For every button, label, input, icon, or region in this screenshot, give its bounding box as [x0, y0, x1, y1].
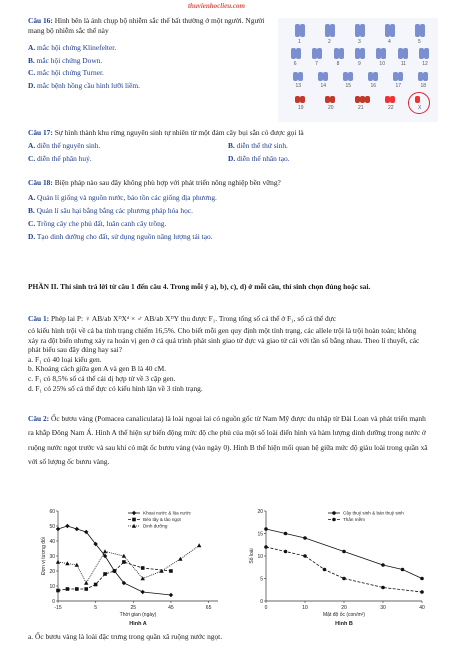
legend-label: Thân mềm: [343, 517, 365, 523]
q18-option-d[interactable]: [28, 231, 428, 244]
chromosome: [343, 72, 348, 81]
option-key: B.: [28, 205, 35, 215]
chromosome-number: 14: [320, 83, 327, 89]
option-text: mắc bệnh hồng cầu hình lưỡi liềm.: [37, 80, 140, 90]
karyotype-image: [278, 18, 438, 122]
chromosome: [415, 96, 420, 103]
y-tick-label: 0: [260, 598, 263, 605]
chromosome: [423, 72, 428, 81]
chromosome-number: 17: [395, 83, 402, 89]
chromosome: [393, 72, 398, 81]
y-tick-label: 5: [260, 576, 263, 583]
y-tick-label: 30: [49, 553, 55, 560]
chromosome: [339, 48, 344, 59]
option-text: Trồng cây che phủ đất, luân canh cây trồng.: [36, 218, 167, 228]
chromosome: [317, 48, 322, 59]
option-text: diễn thế phân huỷ.: [37, 153, 92, 163]
data-point: [159, 569, 163, 573]
option-text: Quản lí giống và nguồn nước, bảo tồn các giống địa phương.: [37, 192, 217, 202]
chromosome-number: 16: [370, 83, 377, 89]
chromosome: [398, 72, 403, 81]
data-point: [342, 550, 346, 554]
q18-text: Biện pháp nào sau đây không phù hợp với phát triển nông nghiệp bền vững?: [54, 178, 281, 187]
chart-figure-a: [28, 505, 228, 627]
option-text: diễn thế nhân tạo.: [237, 153, 290, 163]
chromosome-number: 20: [328, 105, 334, 111]
data-point: [94, 583, 98, 587]
y-axis-label: Số loài: [249, 548, 255, 564]
x-tick-label: 65: [205, 605, 212, 611]
option-key: C.: [28, 218, 36, 228]
part-2-heading: PHẦN II. Thí sinh trả lời từ câu 1 đến câu 4. Trong mỗi ý a), b), c), d) ở mỗi câu, thí sinh chọn đúng hoặc sai.: [28, 282, 371, 291]
chromosome-number: 13: [295, 83, 302, 89]
chromosome-number: 15: [345, 83, 352, 89]
data-point: [169, 593, 173, 598]
q17-number: Câu 17:: [28, 128, 53, 137]
data-point: [342, 577, 346, 581]
q18-option-c[interactable]: [28, 218, 428, 231]
chromosome: [348, 72, 353, 81]
q18-option-a[interactable]: [28, 192, 428, 205]
series-line: [58, 523, 171, 595]
chart-title: Hình A: [129, 621, 147, 627]
option-key: D.: [28, 231, 36, 241]
series-line: [266, 529, 422, 579]
x-tick-label: 30: [380, 605, 386, 611]
chromosome-number: 5: [418, 39, 421, 45]
q16-text: Hình bên là ảnh chụp bộ nhiễm sắc thể bất thường ở một người. Người mang bộ nhiễm sắc thể này: [28, 16, 265, 35]
x-axis-label: Mật độ ốc (con/m²): [323, 612, 365, 618]
option-text: mắc hội chứng Klinefelter.: [37, 42, 117, 52]
chromosome-number: 19: [298, 105, 304, 111]
chromosome: [318, 72, 323, 81]
q17-text: Sự hình thành khu rừng nguyên sinh tự nhiên từ một đám cây bụi sẵn có được gọi là: [54, 128, 304, 137]
chromosome: [390, 96, 395, 103]
data-point: [56, 589, 60, 593]
chromosome: [373, 72, 378, 81]
y-tick-label: 40: [49, 538, 55, 545]
y-tick-label: 20: [49, 568, 55, 575]
chromosome-number: 10: [379, 61, 385, 67]
y-tick-label: 15: [257, 531, 263, 538]
data-point: [141, 566, 145, 570]
q17-option-b[interactable]: [228, 141, 428, 151]
question-18: [28, 178, 428, 244]
c1-item-c[interactable]: c. F₁ có 8,5% số cá thể cái dị hợp tử về 3 cặp gen.: [28, 374, 176, 384]
option-key: A.: [28, 42, 36, 52]
data-point: [264, 527, 268, 531]
series-line: [58, 546, 199, 584]
data-point: [103, 549, 107, 553]
chart-title: Hình B: [335, 621, 353, 627]
q16-number: Câu 16:: [28, 16, 53, 25]
data-point: [103, 572, 107, 576]
chromosome-number: 12: [422, 61, 428, 67]
question-c2: [28, 412, 428, 470]
data-point: [122, 554, 126, 558]
data-point: [420, 577, 424, 581]
y-tick-label: 10: [257, 553, 263, 560]
x-axis-label: Thời gian (ngày): [119, 612, 157, 618]
c1-paragraph: có kiểu hình trội về cả ba tính trạng chiếm 16,5%. Cho biết mỗi gen quy định một tính trạng, các allele trội là trội hoàn toàn; không xảy ra đột biến nhưng xảy ra hoán vị gen ở cả quá trình phát sinh giao tử đực và giao tử cái với tần số bằng nhau. Theo lí thuyết, các phát biểu sau đây đúng hay sai?: [28, 325, 420, 355]
legend-label: Bèo tây & tảo ngọt: [143, 517, 181, 523]
x-tick-label: 0: [264, 605, 268, 611]
chromosome: [323, 72, 328, 81]
chromosome: [291, 48, 296, 59]
data-point: [401, 568, 405, 572]
data-point: [303, 536, 307, 540]
question-16: [28, 16, 273, 92]
option-key: B.: [228, 140, 235, 150]
data-point: [284, 532, 288, 536]
chromosome: [298, 72, 303, 81]
chromosome: [330, 96, 335, 103]
data-point: [323, 568, 327, 572]
data-point: [132, 518, 136, 522]
chromosome-number: 21: [358, 105, 364, 111]
q17-option-d[interactable]: [228, 154, 428, 164]
option-key: D.: [228, 153, 236, 163]
data-point: [132, 511, 136, 516]
chromosome-number: 8: [336, 61, 340, 67]
data-point: [284, 550, 288, 554]
question-c1: [28, 314, 428, 393]
option-text: Quản lí sâu hại bằng bằng các phương pháp hóa học.: [36, 205, 193, 215]
data-point: [66, 587, 70, 591]
c1-item-d[interactable]: d. F₁ có 25% số cá thể đực có kiểu hình lặn về 3 tính trạng.: [28, 383, 203, 393]
data-point: [65, 524, 69, 529]
data-point: [141, 590, 145, 595]
data-point: [122, 560, 126, 564]
q17-option-a[interactable]: [28, 141, 228, 151]
chromosome: [368, 72, 373, 81]
option-key: C.: [28, 68, 36, 78]
chromosome: [293, 72, 298, 81]
option-key: D.: [28, 80, 36, 90]
chromosome: [300, 24, 305, 37]
chromosome-number: 9: [358, 61, 361, 67]
chromosome: [365, 96, 370, 103]
data-point: [84, 587, 88, 591]
chromosome: [418, 72, 423, 81]
data-point: [332, 511, 336, 515]
q18-number: Câu 18:: [28, 178, 53, 187]
chromosome: [403, 48, 408, 59]
chromosome: [360, 48, 365, 59]
x-tick-label: 10: [302, 605, 308, 611]
chromosome-number: X: [418, 105, 422, 111]
question-17: [28, 128, 428, 164]
series-line: [266, 547, 422, 592]
data-point: [56, 527, 60, 532]
chromosome: [296, 48, 301, 59]
option-key: C.: [28, 153, 36, 163]
data-point: [303, 554, 307, 558]
c1-item-a[interactable]: a. F₁ có 40 loại kiểu gen.: [28, 354, 102, 364]
option-text: diễn thế nguyên sinh.: [37, 140, 101, 150]
q18-option-b[interactable]: [28, 205, 428, 218]
y-tick-label: 60: [49, 508, 55, 515]
x-tick-label: 45: [168, 605, 174, 611]
chromosome-number: 7: [315, 61, 318, 67]
option-text: mắc hội chứng Turner.: [37, 68, 104, 78]
data-point: [381, 563, 385, 567]
option-key: B.: [28, 55, 35, 65]
q16-option-c[interactable]: [28, 67, 273, 80]
c2-text: Ốc bươu vàng (Pomacea canaliculata) là loài ngoại lai có nguồn gốc từ Nam Mỹ được du nhập từ Đài Loan và phát triển mạnh ra khắp Đông Nam Á. Hình A thể hiện sự biến động mức độ che phủ của một số loài điển hình và hàm lượng dinh dưỡng trong nước ở ruộng nước ngọt trước và sau khi có mặt ốc bươu vàng (vào ngày 0). Hình B thể hiện mối quan hệ giữa mức độ giàu loài trong quần xã với số lượng ốc bươu vàng.: [28, 414, 428, 467]
chart-figure-b: [236, 505, 432, 627]
data-point: [56, 560, 60, 564]
c1-line1: Phép lai P: ♀ AB/ab XᴰXᵈ × ♂ AB/ab XᴰY thu được F₁. Trong tổng số cá thể ở F₁, số cá thể đực: [51, 314, 337, 323]
data-point: [84, 581, 88, 585]
data-point: [113, 569, 117, 573]
data-point: [197, 543, 201, 547]
x-tick-label: 25: [130, 605, 137, 611]
chromosome: [390, 24, 395, 37]
chromosome: [420, 24, 425, 37]
x-tick-label: 20: [341, 605, 347, 611]
c1-number: Câu 1:: [28, 314, 50, 323]
chromosome-number: 22: [388, 105, 394, 111]
q16-option-a[interactable]: [28, 42, 273, 55]
data-point: [381, 586, 385, 590]
chromosome: [424, 48, 429, 59]
chromosome-number: 1: [298, 39, 301, 45]
option-text: Tạo dinh dưỡng cho đất, sử dụng nguồn năng lượng tái tạo.: [36, 231, 213, 241]
chromosome: [360, 24, 365, 37]
y-tick-label: 0: [52, 598, 55, 605]
x-tick-label: -15: [54, 605, 62, 611]
data-point: [169, 569, 173, 573]
q16-option-d[interactable]: [28, 80, 273, 93]
y-tick-label: 50: [49, 523, 55, 530]
data-point: [332, 518, 336, 522]
chromosome-number: 2: [328, 39, 331, 45]
data-point: [65, 561, 69, 565]
q17-option-c[interactable]: [28, 154, 228, 164]
legend-label: Dinh dưỡng: [143, 523, 168, 529]
chromosome-number: 6: [293, 61, 297, 67]
chromosome: [381, 48, 386, 59]
chromosome: [300, 96, 305, 103]
data-point: [75, 587, 79, 591]
option-text: diễn thế thứ sinh.: [236, 140, 288, 150]
data-point: [75, 563, 79, 567]
watermark: thuvienhoclieu.com: [188, 2, 245, 10]
y-tick-label: 20: [257, 508, 263, 515]
data-point: [75, 527, 79, 532]
option-key: A.: [28, 192, 36, 202]
option-key: A.: [28, 140, 36, 150]
c2-number: Câu 2:: [28, 414, 50, 423]
option-text: mắc hội chứng Down.: [36, 55, 103, 65]
data-point: [264, 545, 268, 549]
c2-statement-a[interactable]: a. Ốc bươu vàng là loài đặc trưng trong quần xã ruộng nước ngọt.: [28, 632, 223, 641]
chromosome: [334, 48, 339, 59]
chromosome-number: 4: [388, 39, 391, 45]
chromosome: [330, 24, 335, 37]
chromosome-number: 11: [400, 61, 407, 67]
legend-label: Cây thuỷ sinh & bán thuỷ sinh: [343, 510, 404, 516]
q16-option-b[interactable]: [28, 55, 273, 68]
data-point: [420, 590, 424, 594]
chromosome-number: 18: [420, 83, 427, 89]
legend-label: Khoai nước & lúa nước: [143, 510, 191, 516]
chromosome-number: 3: [358, 39, 361, 45]
x-tick-label: 40: [419, 605, 425, 611]
c1-item-b[interactable]: b. Khoảng cách giữa gen A và gen B là 40 cM.: [28, 364, 167, 374]
y-tick-label: 10: [49, 583, 55, 590]
data-point: [178, 557, 182, 561]
y-axis-label: Đơn vị tương đối: [41, 537, 47, 575]
x-tick-label: 5: [94, 605, 98, 611]
